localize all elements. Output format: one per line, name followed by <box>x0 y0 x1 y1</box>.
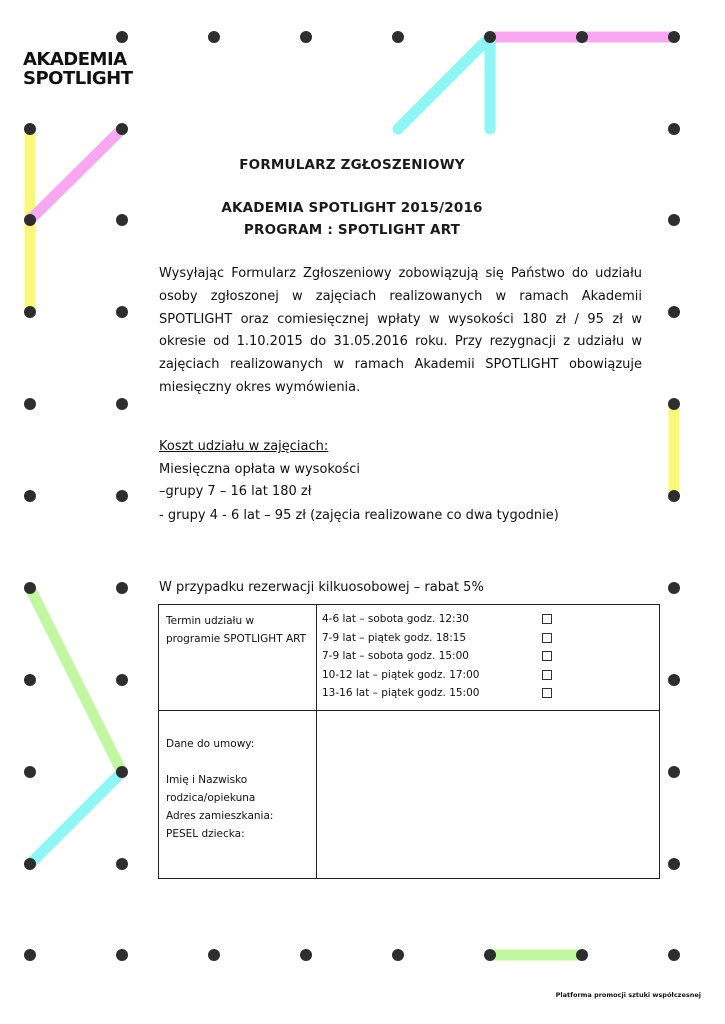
decorative-dot <box>116 306 128 318</box>
term-option-label: 7-9 lat – sobota godz. 15:00 <box>322 650 469 663</box>
logo-line-2: SPOTLIGHT <box>23 68 133 89</box>
decorative-dot <box>24 214 36 226</box>
decorative-dot <box>392 949 404 961</box>
decorative-connector-line <box>30 772 122 864</box>
decorative-connector-line <box>398 37 490 129</box>
decorative-dot <box>24 766 36 778</box>
discount-note: W przypadku rezerwacji kilkuosobowej – rabat 5% <box>159 580 484 595</box>
term-option-row[interactable] <box>322 684 659 703</box>
logo-line-1: AKADEMIA <box>23 49 127 70</box>
term-option-label: 4-6 lat – sobota godz. 12:30 <box>322 613 469 626</box>
cost-line-group-4-6: - grupy 4 - 6 lat – 95 zł (zajęcia realizowane co dwa tygodnie) <box>159 507 559 523</box>
decorative-dot <box>116 123 128 135</box>
decorative-dot <box>116 398 128 410</box>
decorative-dot <box>668 306 680 318</box>
cost-section <box>159 436 639 527</box>
decorative-dot <box>24 674 36 686</box>
decorative-dot <box>668 123 680 135</box>
decorative-dot <box>24 306 36 318</box>
decorative-dot <box>668 398 680 410</box>
decorative-dot <box>24 398 36 410</box>
intro-paragraph: Wysyłając Formularz Zgłoszeniowy zobowiązują się Państwo do udziału osoby zgłoszonej w zajęciach realizowanych w ramach Akademii SPOTLIGHT oraz comiesięcznej wpłaty w wysokości 180 zł / 95 zł w okresie od 1.10.2015 do 31.05.2016 roku. Przy rezygnacji z udziału w zajęciach realizowanych w ramach Akademii SPOTLIGHT obowiązuje miesięczny okres wymówienia. <box>159 266 642 395</box>
term-option-row[interactable] <box>322 666 659 685</box>
decorative-dot <box>668 674 680 686</box>
decorative-dot <box>668 214 680 226</box>
term-option-checkbox[interactable] <box>542 670 552 680</box>
term-option-label: 13-16 lat – piątek godz. 15:00 <box>322 687 480 700</box>
term-option-checkbox[interactable] <box>542 688 552 698</box>
decorative-dot <box>116 858 128 870</box>
decorative-dot <box>116 949 128 961</box>
decorative-dot <box>116 582 128 594</box>
decorative-dot <box>24 582 36 594</box>
decorative-dot <box>24 123 36 135</box>
term-options-cell <box>317 605 660 711</box>
decorative-dot <box>116 674 128 686</box>
decorative-dot <box>300 949 312 961</box>
decorative-dot <box>668 31 680 43</box>
term-option-row[interactable] <box>322 647 659 666</box>
contract-heading: Dane do umowy: <box>166 738 255 750</box>
decorative-dot <box>668 766 680 778</box>
decorative-dot <box>668 582 680 594</box>
decorative-dot <box>116 31 128 43</box>
decorative-dot <box>668 490 680 502</box>
contract-data-input-area[interactable] <box>317 711 660 879</box>
term-option-checkbox[interactable] <box>542 651 552 661</box>
decorative-dot <box>576 31 588 43</box>
footer-tagline: Platforma promocji sztuki współczesnej <box>555 991 701 999</box>
contract-labels <box>159 711 316 843</box>
term-option-row[interactable] <box>322 610 659 629</box>
decorative-dot <box>668 858 680 870</box>
term-option-label: 7-9 lat – piątek godz. 18:15 <box>322 631 467 644</box>
form-title: FORMULARZ ZGŁOSZENIOWY <box>239 157 465 173</box>
term-option-row[interactable] <box>322 629 659 648</box>
decorative-dot <box>484 949 496 961</box>
decorative-dot <box>208 949 220 961</box>
decorative-dot <box>24 949 36 961</box>
decorative-dot <box>116 766 128 778</box>
decorative-dot <box>300 31 312 43</box>
decorative-connector-line <box>30 129 122 220</box>
term-options-list <box>317 605 659 703</box>
term-label-cell <box>159 605 317 711</box>
term-option-checkbox[interactable] <box>542 633 552 643</box>
academy-title: AKADEMIA SPOTLIGHT 2015/2016 <box>221 200 483 216</box>
decorative-dot <box>24 490 36 502</box>
cost-line-group-7-16: –grupy 7 – 16 lat 180 zł <box>159 484 312 499</box>
contract-data-cell <box>159 711 317 879</box>
pesel-label: PESEL dziecka: <box>166 828 245 840</box>
address-label: Adres zamieszkania: <box>166 810 274 822</box>
term-option-label: 10-12 lat – piątek godz. 17:00 <box>322 668 480 681</box>
decorative-dot <box>208 31 220 43</box>
decorative-dot <box>24 858 36 870</box>
decorative-dot <box>392 31 404 43</box>
cost-line-monthly: Miesięczna opłata w wysokości <box>159 461 360 477</box>
program-title: PROGRAM : SPOTLIGHT ART <box>243 222 461 238</box>
decorative-dot <box>116 214 128 226</box>
term-label: Termin udziału w programie SPOTLIGHT ART <box>166 615 307 645</box>
cost-heading: Koszt udziału w zajęciach: <box>159 439 329 454</box>
registration-table <box>158 604 660 879</box>
parent-name-label: Imię i Nazwisko rodzica/opiekuna <box>166 774 256 804</box>
decorative-dot <box>116 490 128 502</box>
akademia-spotlight-logo <box>23 50 133 88</box>
decorative-dot <box>668 949 680 961</box>
decorative-connector-line <box>30 588 122 772</box>
term-option-checkbox[interactable] <box>542 614 552 624</box>
decorative-dot <box>484 31 496 43</box>
decorative-dot <box>576 949 588 961</box>
